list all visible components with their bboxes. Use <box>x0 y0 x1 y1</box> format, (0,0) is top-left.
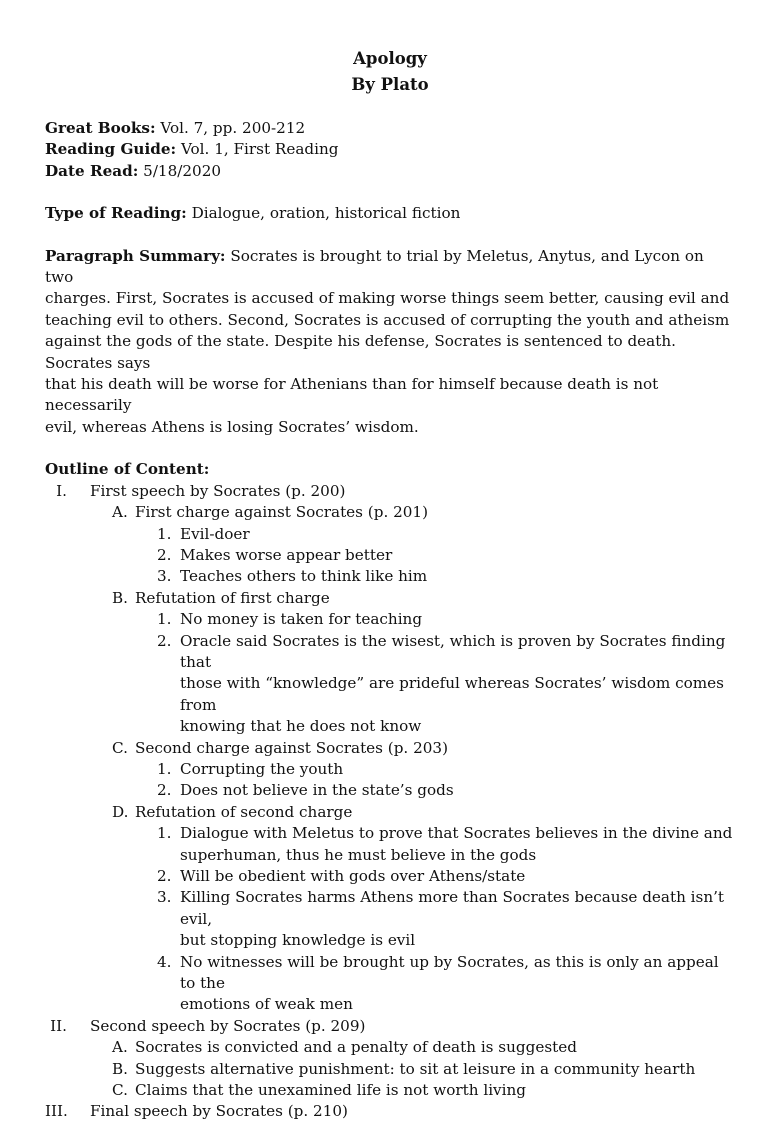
outline-item-text: First charge against Socrates (p. 201) <box>135 503 429 522</box>
outline-marker: 1. <box>157 824 172 843</box>
summary-line: that his death will be worse for Athenians than for himself because death is not necessarily <box>45 375 659 415</box>
outline-marker: I. <box>56 481 67 500</box>
summary-line: teaching evil to others. Second, Socrates is accused of corrupting the youth and atheism <box>45 310 730 329</box>
outline-item-level-2 <box>45 1059 735 1080</box>
outline-item-text: First speech by Socrates (p. 200) <box>90 481 346 500</box>
outline-item-level-1 <box>45 1016 735 1037</box>
outline-item-text: Corrupting the youth <box>180 759 344 778</box>
outline-item-level-3 <box>45 952 735 1016</box>
outline-marker: III. <box>45 1102 68 1121</box>
outline-item-level-3 <box>45 780 735 801</box>
outline-item-level-2 <box>45 802 735 823</box>
outline-item-level-3 <box>45 887 735 951</box>
meta-label: Date Read: <box>45 161 139 180</box>
outline-marker: 1. <box>157 759 172 778</box>
document-page <box>45 46 735 1123</box>
outline-item-level-1 <box>45 1101 735 1122</box>
outline-item-level-3 <box>45 524 735 545</box>
outline-item-level-2 <box>45 1080 735 1101</box>
summary-line: charges. First, Socrates is accused of making worse things seem better, causing evil and <box>45 289 730 308</box>
outline-marker: 2. <box>157 631 172 650</box>
outline-item-text: knowing that he does not know <box>180 717 422 736</box>
outline-item-text: Makes worse appear better <box>180 545 393 564</box>
outline-item-level-1 <box>45 481 735 502</box>
meta-great-books <box>45 118 735 139</box>
type-of-reading-value: Dialogue, oration, historical fiction <box>186 204 461 223</box>
document-author: By Plato <box>351 75 429 94</box>
outline-marker: 3. <box>157 888 172 907</box>
outline-item-text: Will be obedient with gods over Athens/state <box>180 867 526 885</box>
outline-marker: A. <box>112 1038 128 1057</box>
outline-item-level-3 <box>45 866 735 887</box>
meta-label: Reading Guide: <box>45 140 177 159</box>
summary-line: evil, whereas Athens is losing Socrates’ wisdom. <box>45 417 419 436</box>
outline-marker: C. <box>112 738 128 757</box>
summary-line <box>45 246 735 289</box>
outline-item-level-2 <box>45 738 735 759</box>
outline-marker: 2. <box>157 867 172 885</box>
outline-item-text: but stopping knowledge is evil <box>180 931 416 950</box>
meta-date-read <box>45 161 735 182</box>
outline-item-text: Refutation of second charge <box>135 802 353 821</box>
document-title: Apology <box>353 49 427 68</box>
outline-item-level-3 <box>45 823 735 866</box>
reading-metadata <box>45 118 735 182</box>
outline-item-level-3 <box>45 566 735 587</box>
outline-marker: D. <box>112 802 129 821</box>
paragraph-summary <box>45 246 735 439</box>
outline-marker: 4. <box>157 952 172 971</box>
outline-item-text: those with “knowledge” are prideful whereas Socrates’ wisdom comes from <box>180 674 724 714</box>
outline-item-text: superhuman, thus he must believe in the gods <box>180 845 537 864</box>
outline-marker: C. <box>112 1081 128 1100</box>
summary-label: Paragraph Summary: <box>45 246 226 265</box>
outline-item-text: Teaches others to think like him <box>180 567 428 586</box>
outline-item-level-3 <box>45 759 735 780</box>
outline-item-text: Dialogue with Meletus to prove that Socrates believes in the divine and <box>180 824 733 843</box>
outline-marker: 1. <box>157 610 172 629</box>
outline-marker: 2. <box>157 781 172 800</box>
outline-marker: B. <box>112 1059 128 1078</box>
outline-marker: B. <box>112 588 128 607</box>
outline-item-text: No witnesses will be brought up by Socrates, as this is only an appeal to the <box>180 952 719 993</box>
outline-marker: 1. <box>157 524 172 543</box>
outline-item-text: Socrates is convicted and a penalty of death is suggested <box>135 1038 577 1057</box>
outline-heading: Outline of Content: <box>45 460 210 479</box>
outline-item-level-2 <box>45 588 735 609</box>
outline-list <box>45 481 735 1123</box>
outline-marker: II. <box>50 1016 67 1035</box>
summary-text: Socrates is brought to trial by Meletus, Anytus, and Lycon on two <box>45 246 704 287</box>
outline-item-text: Does not believe in the state’s gods <box>180 781 454 800</box>
meta-reading-guide <box>45 139 735 160</box>
outline-item-text: Oracle said Socrates is the wisest, which is proven by Socrates finding that <box>180 631 726 671</box>
outline-item-text: Second charge against Socrates (p. 203) <box>135 738 449 757</box>
meta-value: Vol. 7, pp. 200-212 <box>155 119 306 137</box>
outline-item-text: Claims that the unexamined life is not worth living <box>135 1081 526 1100</box>
outline-marker: 3. <box>157 567 172 586</box>
outline-item-text: Killing Socrates harms Athens more than Socrates because death isn’t evil, <box>180 888 725 928</box>
summary-line: against the gods of the state. Despite his defense, Socrates is sentenced to death. Socrates says <box>45 332 676 372</box>
outline-marker: 2. <box>157 545 172 564</box>
outline-item-level-2 <box>45 1037 735 1058</box>
outline-item-text: No money is taken for teaching <box>180 610 423 629</box>
outline-item-level-3 <box>45 609 735 630</box>
outline-marker: A. <box>112 503 128 522</box>
outline-item-level-2 <box>45 502 735 523</box>
meta-label: Great Books: <box>45 119 156 137</box>
outline-item-text: Suggests alternative punishment: to sit at leisure in a community hearth <box>135 1059 696 1078</box>
outline-item-text: Final speech by Socrates (p. 210) <box>90 1102 348 1121</box>
outline-item-text: Refutation of first charge <box>135 588 330 607</box>
type-of-reading-label: Type of Reading: <box>45 204 187 223</box>
outline-item-text: Evil-doer <box>180 524 250 543</box>
meta-value: Vol. 1, First Reading <box>176 140 339 159</box>
outline-item-text: emotions of weak men <box>180 995 353 1014</box>
outline-item-text: Second speech by Socrates (p. 209) <box>90 1016 366 1035</box>
type-of-reading <box>45 203 735 224</box>
outline-item-level-3 <box>45 545 735 566</box>
outline-item-level-3 <box>45 631 735 738</box>
meta-value: 5/18/2020 <box>138 161 222 180</box>
